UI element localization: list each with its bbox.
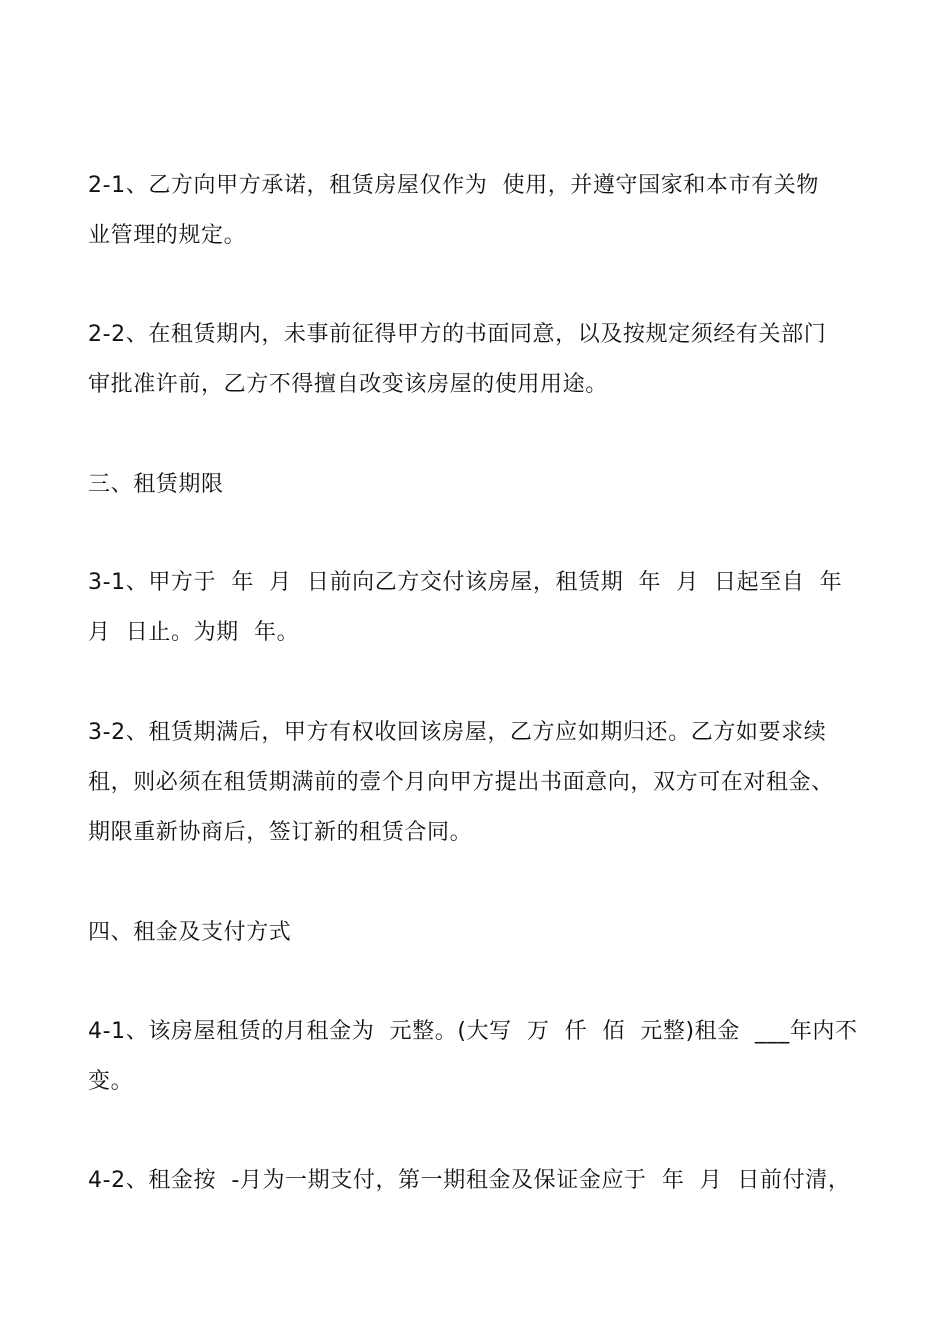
- section-heading-4: [88, 908, 878, 958]
- text-line: 变。: [88, 1069, 134, 1094]
- clause-3-1: [88, 558, 878, 658]
- heading-text: 四、租金及支付方式: [88, 920, 292, 945]
- clause-4-1: [88, 1007, 878, 1107]
- text-line: 3-2、租赁期满后，甲方有权收回该房屋，乙方应如期归还。乙方如要求续: [88, 720, 827, 745]
- clause-2-1: [88, 161, 878, 261]
- text-line: 4-2、租金按 -月为一期支付，第一期租金及保证金应于 年 月 日前付清，: [88, 1168, 851, 1193]
- clause-2-2: [88, 310, 878, 410]
- clause-3-2: [88, 708, 878, 858]
- text-line: 2-2、在租赁期内，未事前征得甲方的书面同意，以及按规定须经有关部门: [88, 322, 827, 347]
- clause-4-2: [88, 1156, 878, 1206]
- heading-text: 三、租赁期限: [88, 472, 224, 497]
- text-line: 期限重新协商后，签订新的租赁合同。: [88, 820, 473, 845]
- text-line: 4-1、该房屋租赁的月租金为 元整。(大写 万 仟 佰 元整)租金 ___年内不: [88, 1019, 858, 1044]
- section-heading-3: [88, 460, 878, 510]
- text-line: 3-1、甲方于 年 月 日前向乙方交付该房屋，租赁期 年 月 日起至自 年: [88, 570, 843, 595]
- text-line: 审批准许前，乙方不得擅自改变该房屋的使用用途。: [88, 372, 608, 397]
- text-line: 月 日止。为期 年。: [88, 620, 300, 645]
- text-line: 租，则必须在租赁期满前的壹个月向甲方提出书面意向，双方可在对租金、: [88, 770, 834, 795]
- text-line: 业管理的规定。: [88, 223, 247, 248]
- text-line: 2-1、乙方向甲方承诺，租赁房屋仅作为 使用，并遵守国家和本市有关物: [88, 173, 819, 198]
